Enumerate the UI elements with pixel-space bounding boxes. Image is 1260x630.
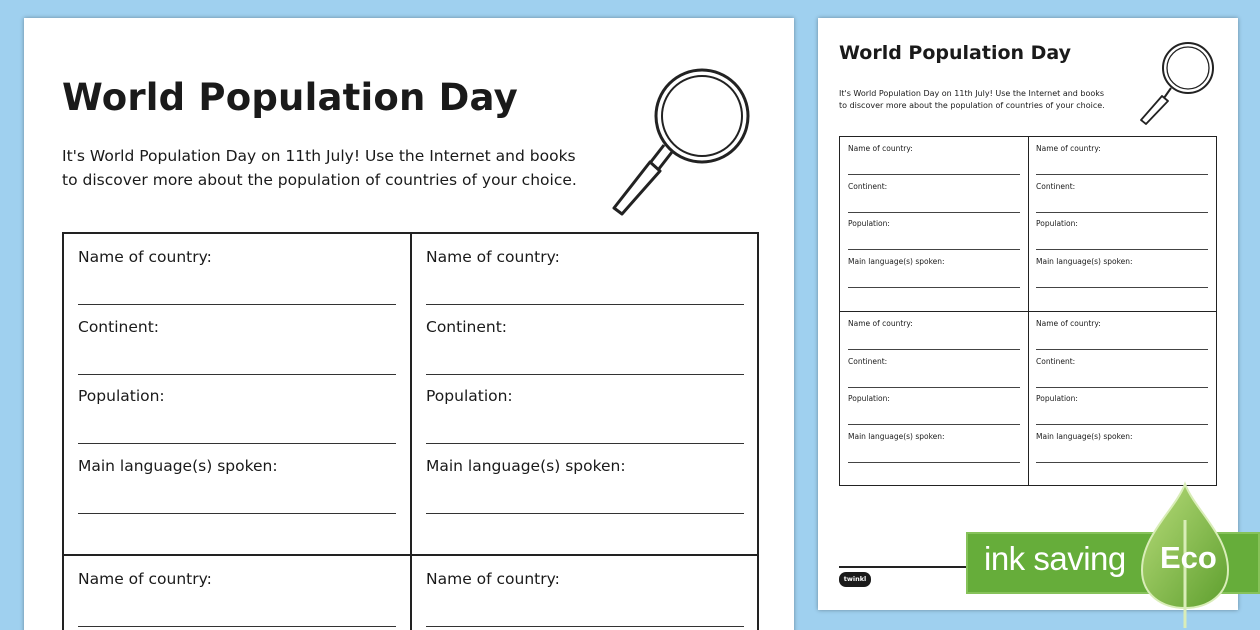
page-title-small: World Population Day [839,42,1072,64]
intro-text [62,144,622,192]
country-card: Name of country: Continent: Population: Main language(s) spoken: [848,319,945,441]
country-card [78,234,396,512]
name-field[interactable]: Name of country: [426,234,744,304]
name-field[interactable]: Name of country: [426,556,744,626]
eco-label: Eco [1160,540,1217,575]
country-card [426,234,744,512]
population-field[interactable]: Population: [78,373,396,443]
continent-field[interactable]: Continent: [78,304,396,374]
name-field[interactable]: Name of country: [78,234,396,304]
name-field[interactable]: Name of country: [78,556,396,626]
language-field[interactable]: Main language(s) spoken: [426,443,744,513]
magnifying-glass-icon [1120,38,1220,130]
continent-field[interactable]: Continent: [426,304,744,374]
intro-line-1: It's World Population Day on 11th July! Use the Internet and books [62,147,576,165]
country-card [426,556,744,626]
country-table-small [839,136,1217,486]
country-card [78,556,396,626]
ink-saving-label: ink saving [984,540,1126,577]
language-field[interactable]: Main language(s) spoken: [78,443,396,513]
country-card: Name of country: Continent: Population: Main language(s) spoken: [1036,319,1133,441]
worksheet-preview-large [24,18,794,630]
twinkl-logo: twinkl [839,572,871,587]
intro-text-small: It's World Population Day on 11th July! Use the Internet and books to discover more about the population of countries of your choice. [839,89,1105,110]
country-card: Name of country: Continent: Population: Main language(s) spoken: [848,144,945,266]
country-card: Name of country: Continent: Population: Main language(s) spoken: [1036,144,1133,266]
magnifying-glass-icon [584,58,764,233]
page-title: World Population Day [62,76,518,119]
intro-line-2: to discover more about the population of countries of your choice. [62,171,577,189]
country-table [62,232,759,630]
population-field[interactable]: Population: [426,373,744,443]
